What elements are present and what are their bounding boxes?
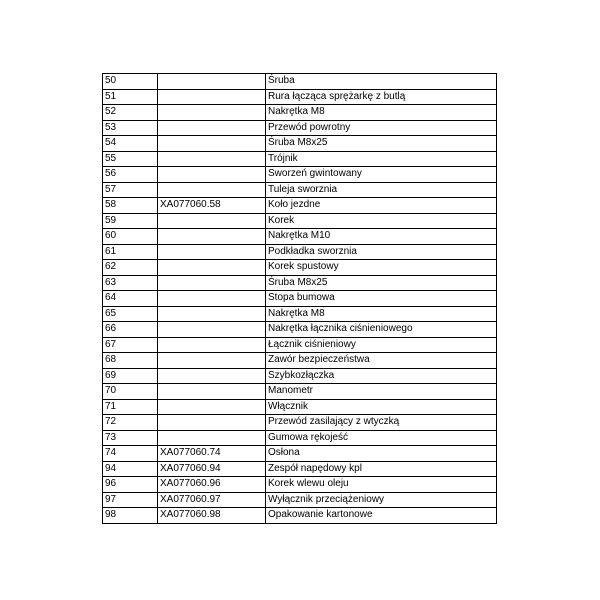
part-number-cell: 73 xyxy=(103,430,158,446)
table-row xyxy=(103,74,497,90)
part-name-cell: Podkładka sworznia xyxy=(266,244,497,260)
catalog-code-cell xyxy=(158,415,266,431)
table-row xyxy=(103,260,497,276)
table-row xyxy=(103,213,497,229)
part-name-cell: Śruba xyxy=(266,74,497,90)
part-number-cell: 98 xyxy=(103,508,158,524)
part-name-cell: Osłona xyxy=(266,446,497,462)
part-number-cell: 50 xyxy=(103,74,158,90)
part-name-cell: Trójnik xyxy=(266,151,497,167)
part-name-cell: Sworzeń gwintowany xyxy=(266,167,497,183)
part-number-cell: 52 xyxy=(103,105,158,121)
part-name-cell: Korek wlewu oleju xyxy=(266,477,497,493)
catalog-code-cell: XA077060.58 xyxy=(158,198,266,214)
table-row xyxy=(103,384,497,400)
part-name-cell: Korek xyxy=(266,213,497,229)
part-name-cell: Nakrętka M8 xyxy=(266,306,497,322)
part-name-cell: Zawór bezpieczeństwa xyxy=(266,353,497,369)
part-name-cell: Przewód powrotny xyxy=(266,120,497,136)
part-number-cell: 62 xyxy=(103,260,158,276)
table-row xyxy=(103,492,497,508)
catalog-code-cell xyxy=(158,182,266,198)
part-name-cell: Śruba M8x25 xyxy=(266,136,497,152)
part-name-cell: Stopa bumowa xyxy=(266,291,497,307)
table-row xyxy=(103,182,497,198)
catalog-code-cell xyxy=(158,384,266,400)
part-number-cell: 67 xyxy=(103,337,158,353)
catalog-code-cell: XA077060.96 xyxy=(158,477,266,493)
table-row xyxy=(103,461,497,477)
table-row xyxy=(103,322,497,338)
catalog-code-cell xyxy=(158,291,266,307)
part-number-cell: 97 xyxy=(103,492,158,508)
catalog-code-cell xyxy=(158,306,266,322)
table-row xyxy=(103,399,497,415)
table-row xyxy=(103,229,497,245)
table-row xyxy=(103,244,497,260)
parts-table-body xyxy=(103,74,497,524)
part-number-cell: 74 xyxy=(103,446,158,462)
catalog-code-cell xyxy=(158,74,266,90)
catalog-code-cell xyxy=(158,260,266,276)
part-number-cell: 94 xyxy=(103,461,158,477)
catalog-code-cell xyxy=(158,368,266,384)
part-number-cell: 60 xyxy=(103,229,158,245)
part-name-cell: Łącznik ciśnieniowy xyxy=(266,337,497,353)
part-name-cell: Rura łącząca sprężarkę z butlą xyxy=(266,89,497,105)
part-number-cell: 61 xyxy=(103,244,158,260)
part-number-cell: 72 xyxy=(103,415,158,431)
part-number-cell: 69 xyxy=(103,368,158,384)
part-number-cell: 68 xyxy=(103,353,158,369)
catalog-code-cell: XA077060.94 xyxy=(158,461,266,477)
table-row xyxy=(103,167,497,183)
catalog-code-cell xyxy=(158,213,266,229)
catalog-code-cell xyxy=(158,244,266,260)
part-number-cell: 59 xyxy=(103,213,158,229)
catalog-code-cell xyxy=(158,151,266,167)
part-number-cell: 56 xyxy=(103,167,158,183)
catalog-code-cell xyxy=(158,275,266,291)
catalog-code-cell xyxy=(158,353,266,369)
catalog-code-cell: XA077060.97 xyxy=(158,492,266,508)
table-row xyxy=(103,415,497,431)
table-row xyxy=(103,353,497,369)
part-name-cell: Manometr xyxy=(266,384,497,400)
part-name-cell: Nakrętka łącznika ciśnieniowego xyxy=(266,322,497,338)
part-name-cell: Nakrętka M8 xyxy=(266,105,497,121)
part-name-cell: Tuleja sworznia xyxy=(266,182,497,198)
catalog-code-cell: XA077060.74 xyxy=(158,446,266,462)
table-row xyxy=(103,89,497,105)
part-number-cell: 58 xyxy=(103,198,158,214)
part-number-cell: 71 xyxy=(103,399,158,415)
catalog-code-cell xyxy=(158,399,266,415)
part-number-cell: 51 xyxy=(103,89,158,105)
part-number-cell: 66 xyxy=(103,322,158,338)
part-name-cell: Opakowanie kartonowe xyxy=(266,508,497,524)
table-row xyxy=(103,275,497,291)
part-number-cell: 70 xyxy=(103,384,158,400)
catalog-code-cell xyxy=(158,322,266,338)
part-number-cell: 65 xyxy=(103,306,158,322)
part-name-cell: Korek spustowy xyxy=(266,260,497,276)
part-number-cell: 96 xyxy=(103,477,158,493)
table-row xyxy=(103,430,497,446)
table-row xyxy=(103,337,497,353)
catalog-code-cell xyxy=(158,337,266,353)
table-row xyxy=(103,136,497,152)
part-name-cell: Gumowa rękojeść xyxy=(266,430,497,446)
table-row xyxy=(103,446,497,462)
table-row xyxy=(103,120,497,136)
table-row xyxy=(103,105,497,121)
part-name-cell: Śruba M8x25 xyxy=(266,275,497,291)
catalog-code-cell xyxy=(158,229,266,245)
catalog-code-cell xyxy=(158,167,266,183)
catalog-code-cell: XA077060.98 xyxy=(158,508,266,524)
part-name-cell: Przewód zasilający z wtyczką xyxy=(266,415,497,431)
table-row xyxy=(103,368,497,384)
part-number-cell: 64 xyxy=(103,291,158,307)
part-name-cell: Zespół napędowy kpl xyxy=(266,461,497,477)
part-number-cell: 55 xyxy=(103,151,158,167)
catalog-code-cell xyxy=(158,105,266,121)
catalog-code-cell xyxy=(158,120,266,136)
table-row xyxy=(103,508,497,524)
part-number-cell: 63 xyxy=(103,275,158,291)
table-row xyxy=(103,291,497,307)
catalog-code-cell xyxy=(158,136,266,152)
parts-table xyxy=(102,73,497,524)
part-number-cell: 53 xyxy=(103,120,158,136)
part-number-cell: 57 xyxy=(103,182,158,198)
part-name-cell: Nakrętka M10 xyxy=(266,229,497,245)
part-name-cell: Szybkozłączka xyxy=(266,368,497,384)
catalog-code-cell xyxy=(158,430,266,446)
part-number-cell: 54 xyxy=(103,136,158,152)
table-row xyxy=(103,477,497,493)
part-name-cell: Wyłącznik przeciążeniowy xyxy=(266,492,497,508)
table-row xyxy=(103,151,497,167)
part-name-cell: Koło jezdne xyxy=(266,198,497,214)
part-name-cell: Włącznik xyxy=(266,399,497,415)
table-row xyxy=(103,306,497,322)
catalog-code-cell xyxy=(158,89,266,105)
table-row xyxy=(103,198,497,214)
